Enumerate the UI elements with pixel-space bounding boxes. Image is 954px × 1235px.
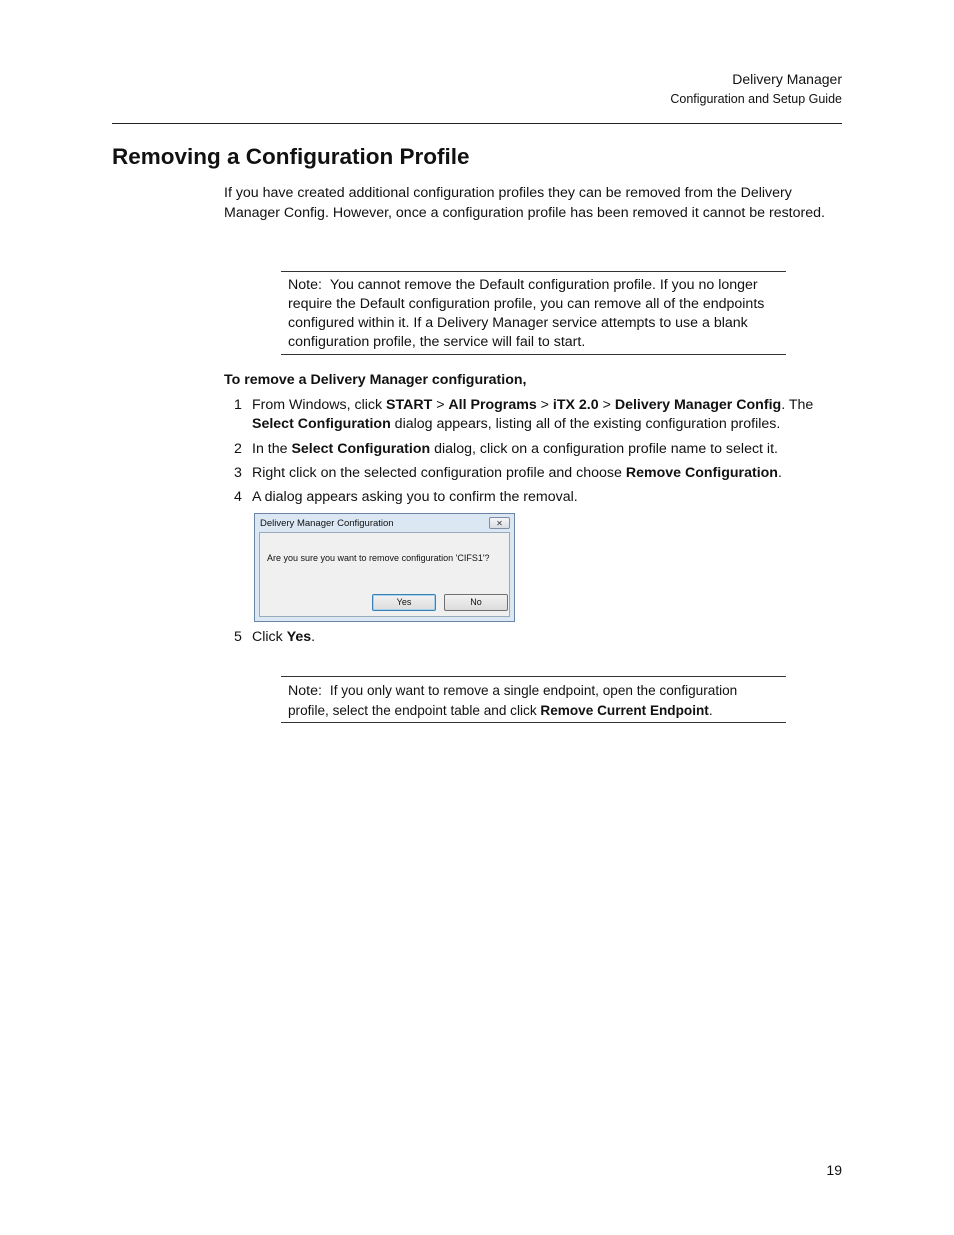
- step-5: [234, 628, 844, 647]
- note-text: You cannot remove the Default configuration profile. If you no longer require the Default configuration profile, you can remove all of the endpoints configured within it. If a Delivery Manager service attempts to use a blank configuration profile, the service will fail to start.: [288, 277, 765, 350]
- step-text: Right click on the selected configuration profile and choose Remove Configuration.: [252, 465, 782, 481]
- note-label: Note:: [288, 277, 322, 293]
- page-number: 19: [826, 1162, 842, 1178]
- running-header-product: Delivery Manager: [732, 71, 842, 87]
- step-text: In the Select Configuration dialog, click on a configuration profile name to select it.: [252, 441, 778, 457]
- step-text: From Windows, click START > All Programs > iTX 2.0 > Delivery Manager Config. The Select Configuration dialog appears, listing all of the existing configuration profiles.: [252, 397, 814, 432]
- note-label: Note:: [288, 683, 322, 699]
- header-rule: [112, 123, 842, 124]
- yes-button[interactable]: Yes: [372, 594, 436, 611]
- note-box: [281, 676, 786, 723]
- dialog-title: Delivery Manager Configuration: [260, 518, 394, 529]
- step-1: [234, 396, 844, 434]
- dialog-message: Are you sure you want to remove configuration 'CIFS1'?: [267, 553, 490, 563]
- note-text: If you only want to remove a single endpoint, open the configuration profile, select the endpoint table and click Remove Current Endpoint.: [288, 683, 738, 718]
- step-number: 4: [234, 489, 242, 505]
- step-4: [234, 488, 844, 507]
- step-number: 2: [234, 441, 242, 457]
- note-box: [281, 271, 786, 355]
- step-2: [234, 440, 844, 459]
- step-number: 1: [234, 397, 242, 413]
- running-header-guide: Configuration and Setup Guide: [670, 92, 842, 106]
- no-button[interactable]: No: [444, 594, 508, 611]
- step-text: Click Yes.: [252, 629, 316, 645]
- close-icon[interactable]: ✕: [489, 517, 510, 529]
- section-title: Removing a Configuration Profile: [112, 144, 470, 169]
- dialog-body: [259, 532, 510, 617]
- intro-paragraph: If you have created additional configuration profiles they can be removed from the Delivery Manager Config. However, once a configuration profile has been removed it cannot be restored.: [224, 185, 825, 221]
- procedure-heading: To remove a Delivery Manager configuration,: [224, 372, 527, 388]
- step-number: 3: [234, 465, 242, 481]
- step-3: [234, 464, 844, 483]
- confirm-dialog-screenshot: [254, 513, 515, 622]
- step-number: 5: [234, 629, 242, 645]
- step-text: A dialog appears asking you to confirm the removal.: [252, 489, 578, 505]
